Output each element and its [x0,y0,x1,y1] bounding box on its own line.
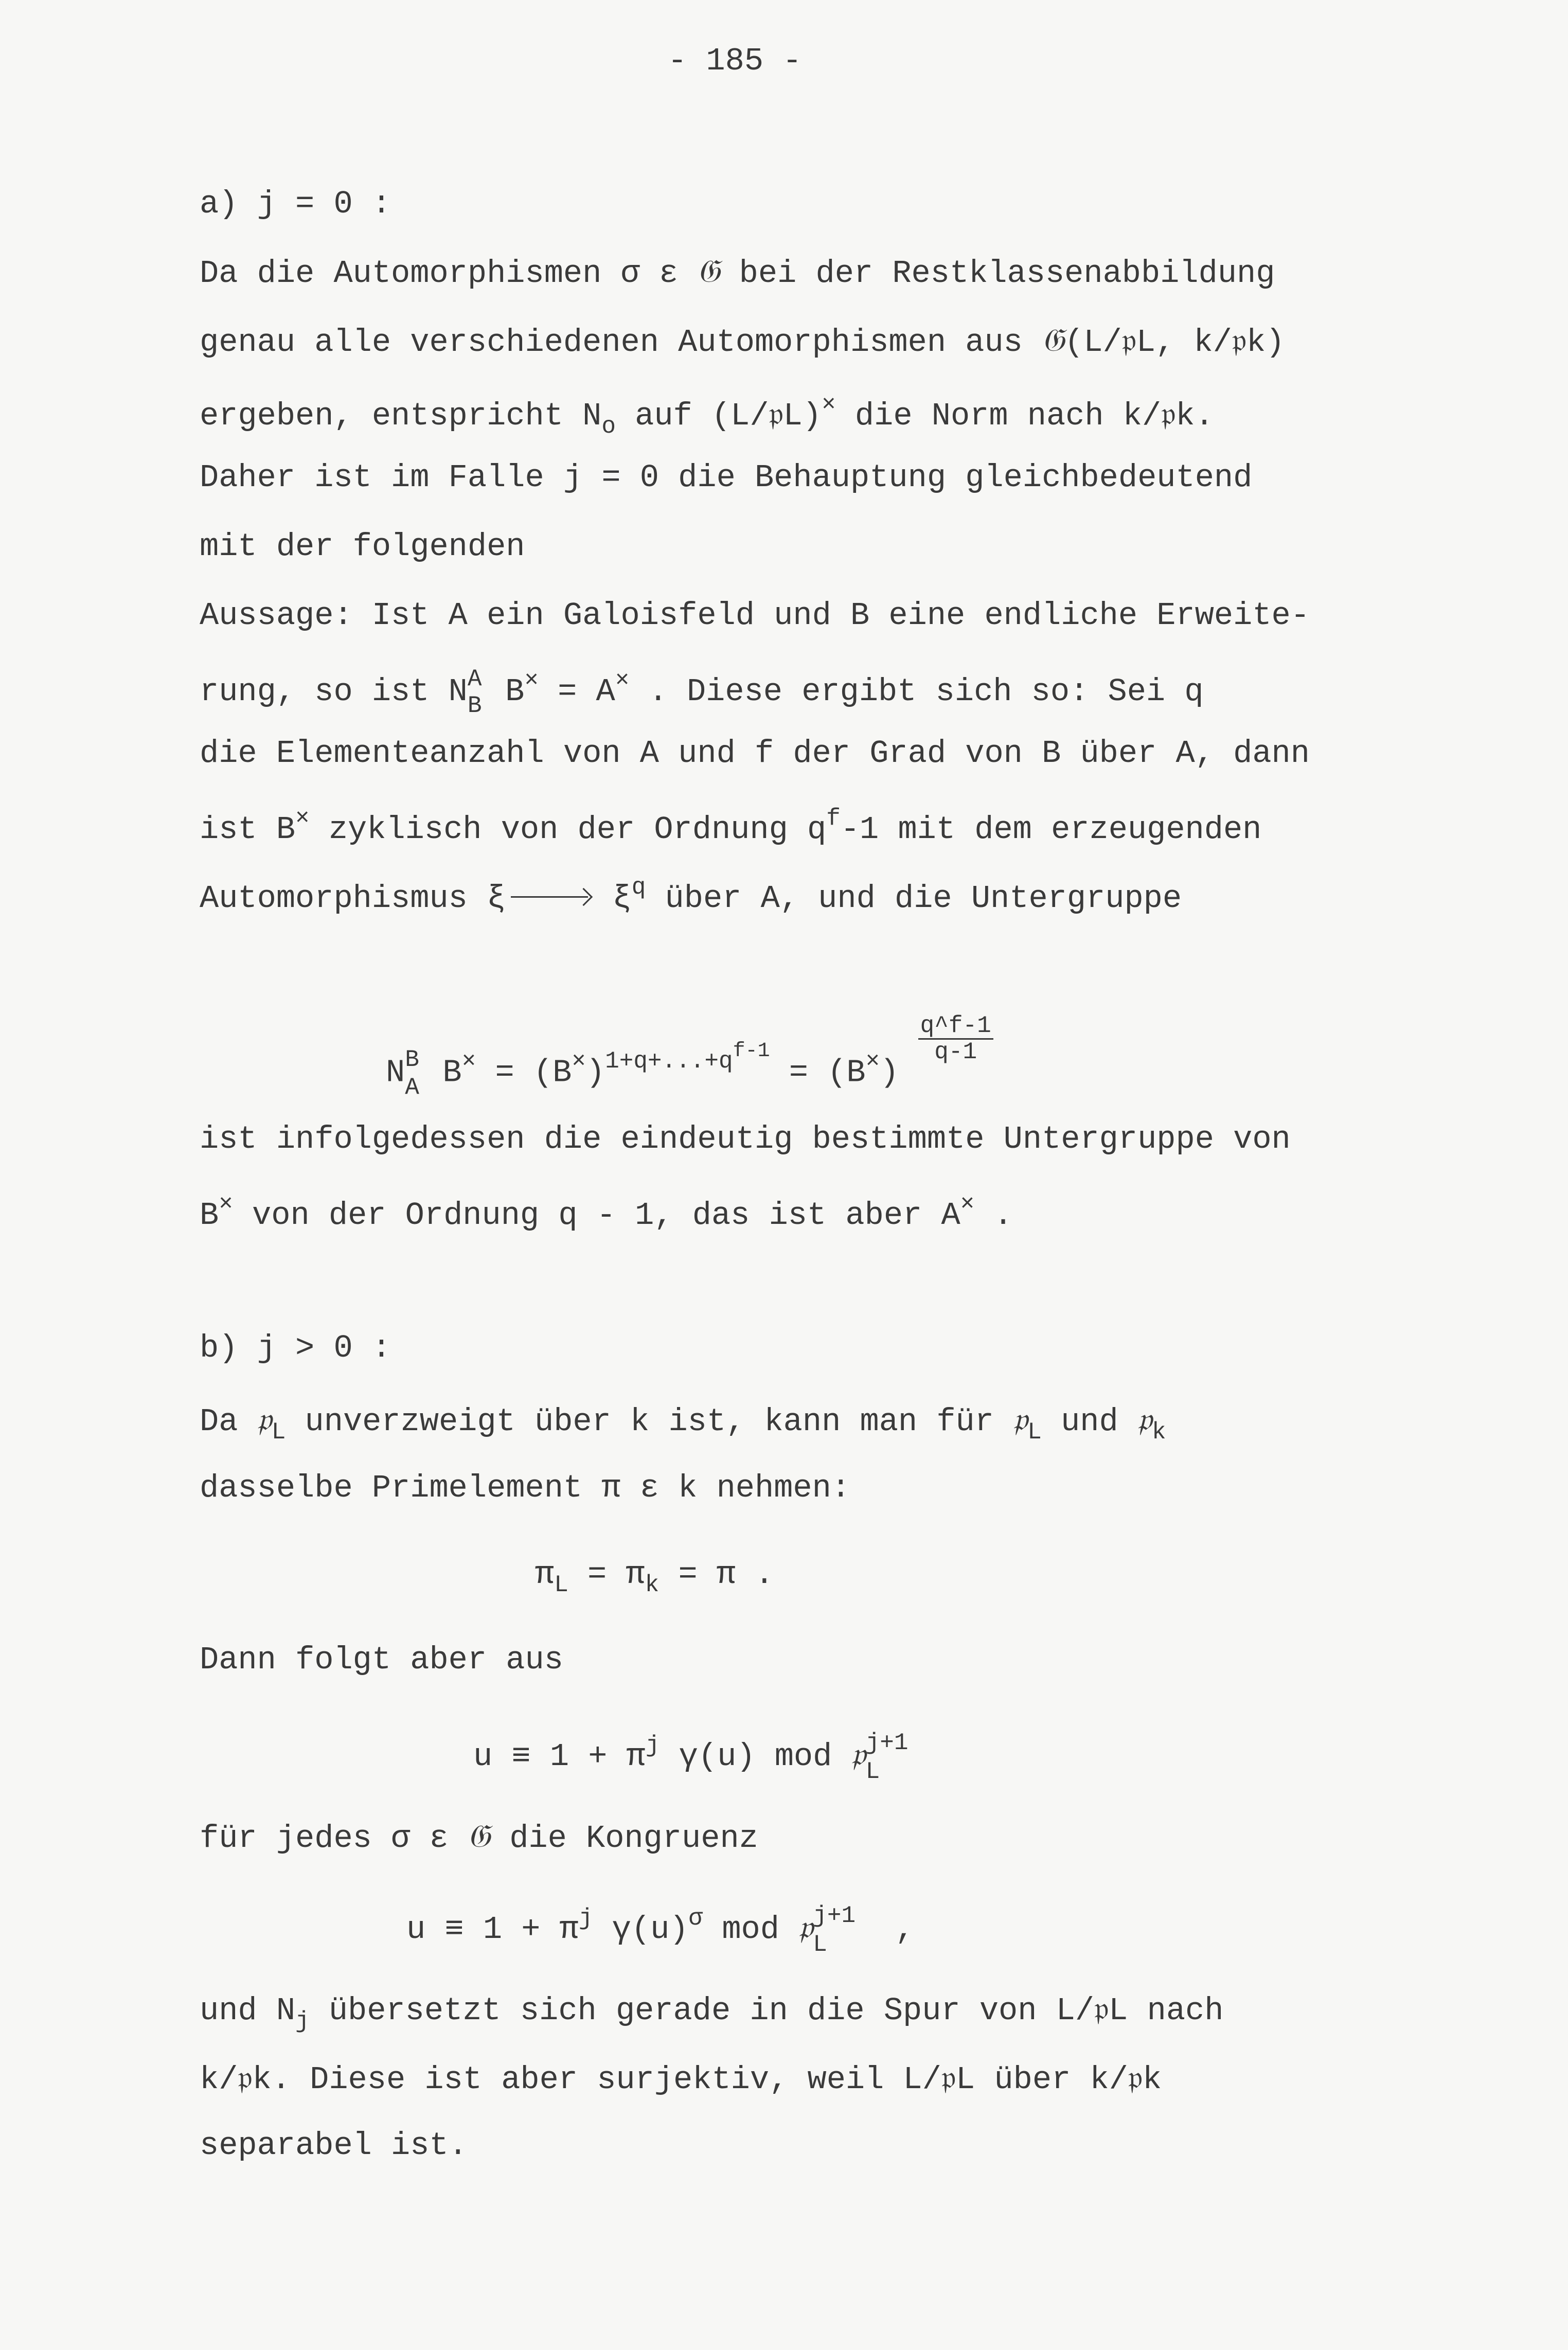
exponent-fraction [918,1013,993,1065]
prime-ideal-symbol: 𝔭 [1013,1400,1028,1438]
text-run: rung, so ist N [200,673,468,710]
superscript: × [219,1191,233,1218]
fraction-denominator: q-1 [934,1039,977,1066]
prime-ideal-symbol: 𝔭 [257,1400,272,1438]
text-run: , [895,1911,915,1948]
galois-group-symbol: 𝔊 [1042,321,1065,359]
fraction-numerator: q^f-1 [918,1013,993,1040]
residue-field-pair: (L/𝔭L, k/𝔭k) [1064,324,1285,361]
page-number: - 185 - [668,43,802,79]
text-run: übersetzt sich gerade in die Spur von [309,1992,1056,2029]
superscript: f [826,805,841,832]
text-run: γ(u) mod [660,1738,851,1775]
text-run: B [200,1197,219,1234]
text-run: = π [568,1556,645,1593]
superscript: × [461,1048,476,1075]
residue-field: L/𝔭L [903,2061,975,2098]
superscript: σ [688,1905,703,1932]
subscript: k [1152,1419,1166,1446]
text-run: die Norm nach [835,398,1123,434]
text-run: B [486,673,525,710]
text-run: nach [1128,1992,1224,2029]
superscript: × [524,667,539,694]
text-run: . Diese ergibt sich so: Sei q [629,673,1204,710]
text-run: ) [880,1054,899,1091]
section-a-line-6: Aussage: Ist A ein Galoisfeld und B eine endliche Erweite- [200,597,1310,634]
text-run: B [423,1054,462,1091]
section-b-line-7: separabel ist. [200,2127,468,2164]
text-run: mod [703,1911,799,1948]
superscript: × [960,1191,975,1218]
subscript: o [601,413,616,440]
subscript: B [467,692,482,719]
ideal-indices [813,1902,895,1958]
text-run: unverzweigt über k ist, kann man für [286,1403,1013,1440]
text-run: u ≡ 1 + π [406,1911,579,1948]
superscript: × [615,667,630,694]
norm-indices [405,1046,423,1101]
superscript: j+1 [865,1730,908,1756]
congruence-2 [406,1902,915,1958]
superscript: × [295,805,310,832]
section-b-line-2: dasselbe Primelement π ε k nehmen: [200,1470,851,1506]
text-run: für jedes σ ε [200,1820,468,1857]
subscript: L [554,1572,568,1598]
prime-ideal-symbol: 𝔭 [1137,1400,1152,1438]
text-run: 1+q+...+q [605,1048,733,1075]
subscript: L [813,1931,827,1958]
superscript: j [578,1905,593,1932]
text-run: = (B [476,1054,572,1091]
text-run: bei der Restklassenabbildung [720,255,1275,292]
text-run: über A, und die Untergruppe [646,880,1182,917]
superscript: j [645,1732,660,1759]
text-run: ergeben, entspricht N [200,398,602,434]
residue-field: k/𝔭k. [1122,398,1214,434]
superscript: A [467,666,482,692]
text-run: über [975,2061,1090,2098]
text-run: genau alle verschiedenen Automorphismen aus [200,324,1042,361]
galois-group-symbol: 𝔊 [697,252,720,290]
prime-ideal-symbol: 𝔭 [798,1908,813,1946]
section-a-line-9 [200,807,1261,846]
section-a-line-5: mit der folgenden [200,528,525,565]
text-run: zyklisch von der Ordnung q [309,811,827,848]
text-run: u ≡ 1 + π [473,1738,646,1775]
section-b-heading: b) j > 0 : [200,1330,391,1366]
residue-field: k/𝔭k [1090,2061,1162,2098]
pi-equation [535,1556,774,1598]
superscript: × [865,1048,880,1075]
galois-group-symbol: 𝔊 [467,1817,490,1855]
section-a-heading: a) j = 0 : [200,186,391,222]
text-run: Automorphismus ξ [200,880,506,917]
text-run: und [1041,1403,1137,1440]
superscript: B [405,1046,419,1074]
text-run: = π . [659,1556,774,1593]
text-run: γ(u) [593,1911,689,1948]
residue-field: L/𝔭L [1056,1992,1128,2029]
subscript: L [865,1758,880,1785]
section-b-line-3: Dann folgt aber aus [200,1642,563,1678]
superscript: f-1 [733,1040,770,1063]
section-a-line-12 [200,1192,1013,1232]
text-run: . [974,1197,1013,1234]
ideal-indices [865,1730,922,1785]
maps-to-arrow-icon [511,896,588,898]
text-run: σ ε [620,255,698,292]
subscript: A [405,1074,419,1101]
prime-ideal-symbol: 𝔭 [851,1735,866,1773]
text-run: Da [200,1403,257,1440]
congruence-1 [473,1730,922,1785]
superscript: × [572,1048,586,1075]
text-run: = (B [770,1054,866,1091]
exponent [605,1040,770,1075]
subscript: k [645,1572,660,1598]
text-run: π [535,1556,555,1593]
section-b-line-5 [200,1992,1224,2035]
norm-indices [467,666,486,719]
subscript: L [271,1419,286,1446]
section-a-line-7 [200,666,1204,719]
text-run: die Kongruenz [490,1820,758,1857]
norm-formula [386,1012,993,1101]
text-run: . Diese ist aber surjektiv, weil [271,2061,903,2098]
section-a-line-8: die Elementeanzahl von A und f der Grad von B über A, dann [200,735,1310,772]
section-a-line-2 [200,321,1285,361]
section-a-line-10 [200,876,1182,915]
text-run: ξ [593,880,632,917]
text-run: und N [200,1992,296,2029]
text-run: von der Ordnung q - 1, das ist aber A [233,1197,960,1234]
section-b-line-6 [200,2061,1162,2098]
text-run: ist B [200,811,296,848]
text-run: Da die Automorphismen [200,255,621,292]
text-run: auf (L/𝔭L) [615,398,822,434]
section-b-line-1 [200,1400,1166,1446]
text-run: ) [585,1054,605,1091]
superscript: j+1 [813,1902,856,1929]
subscript: j [295,2008,310,2035]
residue-field: k/𝔭k [200,2061,272,2098]
superscript: q [631,874,646,901]
section-b-line-4 [200,1817,758,1857]
text-run: N [386,1054,405,1091]
section-a-line-11: ist infolgedessen die eindeutig bestimmte Untergruppe von [200,1121,1291,1158]
section-a-line-1 [200,252,1275,292]
text-run: = A [538,673,615,710]
subscript: L [1027,1419,1042,1446]
superscript: × [822,391,836,418]
section-a-line-3 [200,393,1214,438]
section-a-line-4: Daher ist im Falle j = 0 die Behauptung gleichbedeutend [200,459,1253,496]
text-run: -1 mit dem erzeugenden [840,811,1262,848]
